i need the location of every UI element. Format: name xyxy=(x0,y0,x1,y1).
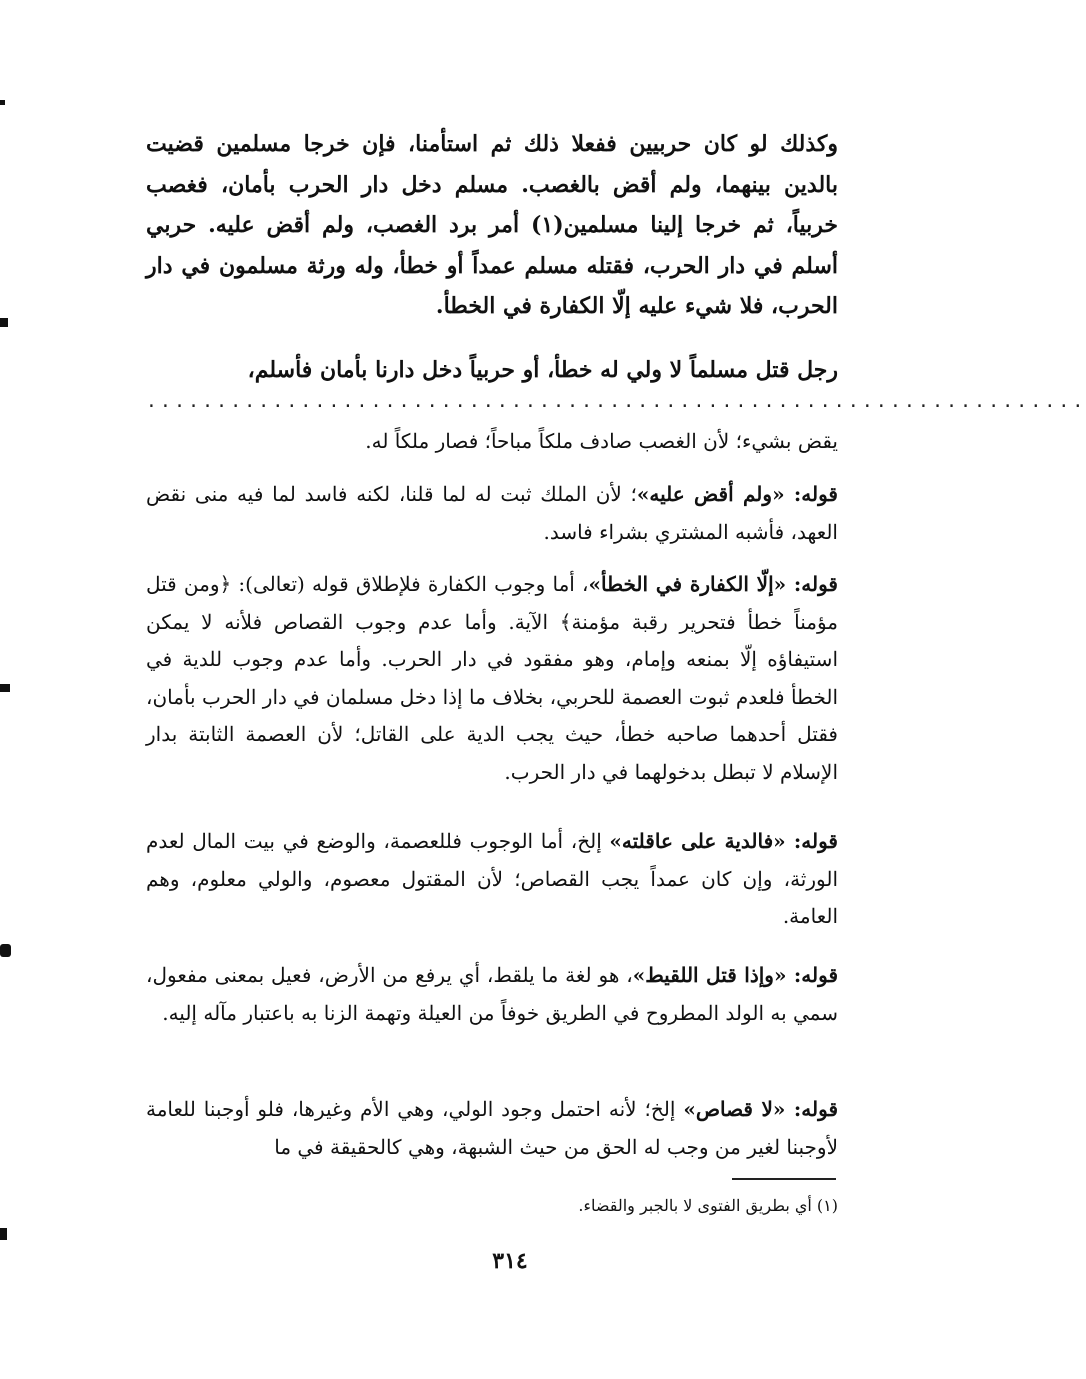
scan-mark xyxy=(0,1228,7,1240)
footnote-rule xyxy=(732,1178,836,1180)
sharh-paragraph-5 xyxy=(146,957,838,1032)
sharh-paragraph-2 xyxy=(146,476,838,551)
matn-paragraph-2: رجل قتل مسلماً لا ولي له خطأ، أو حربياً دخل دارنا بأمان فأسلم، xyxy=(247,357,838,383)
scan-mark xyxy=(0,318,8,327)
sharh-lead: قوله: «لا قصاص» xyxy=(683,1097,839,1121)
sharh-text: ؛ لأن الملك ثبت له لما قلنا، لكنه فاسد لما فيه منى نقض العهد، فأشبه المشتري بشراء فاسد. xyxy=(146,482,838,544)
sharh-lead: قوله: «إلّا الكفارة في الخطأ» xyxy=(588,572,838,596)
scan-mark xyxy=(0,944,11,957)
sharh-text: إلخ، أما الوجوب فللعصمة، والوضع في بيت المال لعدم الورثة، وإن كان عمداً يجب القصاص؛ لأن المقتول معصوم، والولي معلوم، وهم العامة. xyxy=(146,829,838,928)
sharh-text: ، هو لغة ما يلقط، أي يرفع من الأرض، فعيل بمعنى مفعول، سمي به الولد المطروح في الطريق خوفاً من العيلة وتهمة الزنا به باعتبار مآله إليه. xyxy=(146,963,838,1025)
sharh-text: يقض بشيء؛ لأن الغصب صادف ملكاً مباحاً؛ فصار ملكاً له. xyxy=(365,429,838,453)
sharh-paragraph-3 xyxy=(146,566,838,791)
sharh-lead: قوله: «فالدية على عاقلته» xyxy=(609,829,838,853)
matn-paragraph-1: وكذلك لو كان حربيين ففعلا ذلك ثم استأمنا، فإن خرجا مسلمين قضيت بالدين بينهما، ولم أقض بالغصب. مسلم دخل دار الحرب بأمان، فغصب خربياً، ثم خرجا إلينا مسلمين(١) أمر برد الغصب، ولم أقض عليه. حربي أسلم في دار الحرب، فقتله مسلم عمداً أو خطأ، وله ورثة مسلمون في دار الحرب، فلا شيء عليه إلّا الكفارة في الخطأ. xyxy=(146,131,839,319)
sharh-text: ، أما وجوب الكفارة فلإطلاق قوله (تعالى): ﴿ومن قتل مؤمناً خطأ فتحرير رقبة مؤمنة﴾ الآية. وأما عدم وجوب القصاص فلأنه لا يمكن استيفاؤه إلّا بمنعه وإمام، وهو مفقود في دار الحرب. وأما عدم وجوب للدية في الخطأ فلعدم ثبوت العصمة للحربي، بخلاف ما إذا دخل مسلمان في دار الحرب بأمان، فقتل أحدهما صاحبه خطأ، حيث يجب الدية على القاتل؛ لأن العصمة الثابتة بدار الإسلام لا تبطل بدخولهما في دار الحرب. xyxy=(146,572,838,784)
sharh-paragraph-6 xyxy=(146,1091,838,1166)
sharh-text: إلخ؛ لأنه احتمل وجود الولي، وهي الأم وغيرها، فلو أوجبنا للعامة لأوجبنا لغير من وجب له الحق من حيث الشبهة، وهي كالحقيقة في ما xyxy=(146,1097,838,1159)
sharh-paragraph-1 xyxy=(146,423,838,461)
sharh-lead: قوله: «وإذا قتل اللقيط» xyxy=(632,963,838,987)
scan-mark xyxy=(0,100,5,105)
scan-mark xyxy=(0,684,10,692)
dotted-separator: ................................................................... xyxy=(146,391,1086,412)
sharh-paragraph-4 xyxy=(146,823,838,936)
footnote: (١) أي بطريق الفتوى لا بالجبر والقضاء. xyxy=(578,1196,838,1215)
page-number: ٣١٤ xyxy=(492,1248,528,1274)
sharh-lead: قوله: «ولم أقض عليه» xyxy=(636,482,838,506)
